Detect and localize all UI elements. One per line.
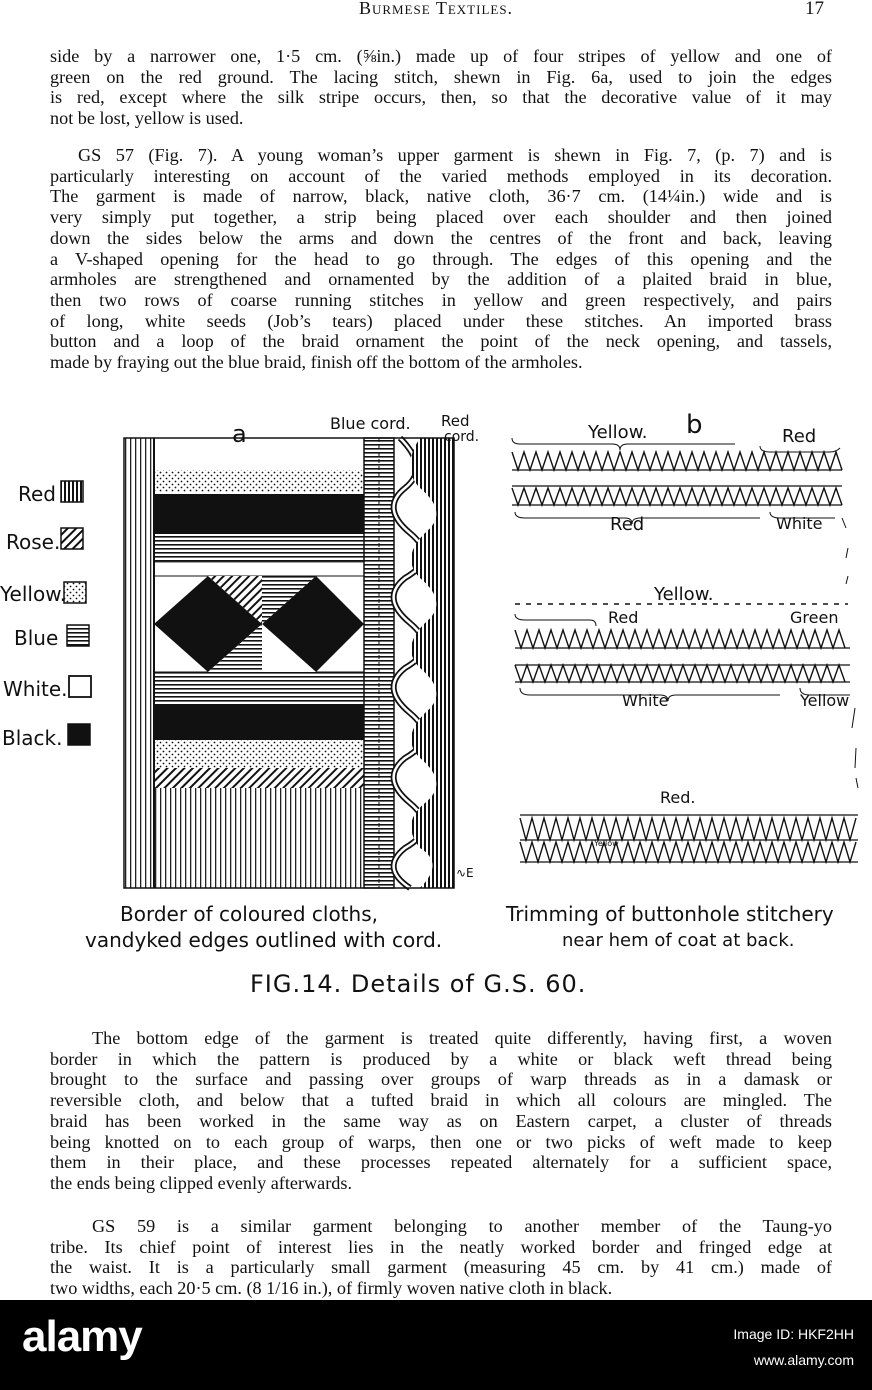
legend-swatch-rose [61, 528, 83, 549]
text-line: green on the red ground. The lacing stitch, shewn in Fig. 6a, used to join the edges [50, 66, 832, 87]
paragraph-gs57 [50, 145, 832, 373]
label-yellow-top: Yellow. [588, 422, 648, 443]
artist-monogram: ∿E [456, 866, 474, 880]
panel-a-caption-line1: Border of coloured cloths, [120, 902, 378, 926]
panel-a-letter: a [232, 420, 247, 448]
text-line: them in their place, and these processes repeated alternately for a sufficient space, [50, 1152, 832, 1173]
panel-b-caption-line2: near hem of coat at back. [562, 930, 795, 951]
text-line: The garment is made of narrow, black, native cloth, 36·7 cm. (14¼in.) wide and is [50, 186, 832, 207]
text-line: a V-shaped opening for the head to go through. The edges of this opening and the [50, 248, 832, 269]
text-line: very simply put together, a strip being placed over each shoulder and then joined [50, 207, 832, 228]
figure-caption: FIG.14. Details of G.S. 60. [250, 970, 587, 998]
text-line: button and a loop of the braid ornament the point of the neck opening, and tassels, [50, 331, 832, 352]
legend-swatch-white [69, 676, 91, 697]
running-header [48, 0, 824, 22]
panel-b-caption-line1: Trimming of buttonhole stitchery [506, 902, 834, 926]
label-red-2: Red [608, 608, 639, 627]
legend-label-yellow: Yellow. [0, 582, 67, 606]
blue-cord-label: Blue cord. [330, 414, 411, 433]
image-id: Image ID: HKF2HH [733, 1326, 854, 1342]
label-white-1: White [776, 514, 823, 533]
page-number: 17 [805, 0, 824, 19]
legend-label-blue: Blue [14, 626, 59, 650]
legend-label-black: Black. [2, 726, 63, 750]
text-line: reversible cloth, and below that a tufted braid in which all colours are mingled. The [50, 1090, 832, 1111]
text-line: of long, white seeds (Job’s tears) placed under these stitches. An imported brass [50, 310, 832, 331]
text-line: border in which the pattern is produced by a white or black weft thread being [50, 1048, 832, 1069]
panel-a-caption-line2: vandyked edges outlined with cord. [85, 928, 443, 952]
legend-label-rose: Rose. [6, 530, 61, 554]
text-line: The bottom edge of the garment is treated quite differently, having first, a woven [92, 1028, 832, 1048]
text-line: particularly interesting on account of the varied methods employed in its decoration. [50, 165, 832, 186]
legend [61, 481, 91, 745]
label-green: Green [790, 608, 839, 627]
red-cord-label-2: cord. [444, 429, 480, 445]
label-red-1: Red [610, 514, 645, 535]
text-line: GS 57 (Fig. 7). A young woman’s upper garment is shewn in Fig. 7, (p. 7) and is [78, 145, 832, 165]
paragraph-bottom-edge [50, 1028, 832, 1194]
text-line: being knotted on to each group of warps, then one or two picks of weft made to keep [50, 1131, 832, 1152]
legend-label-white: White. [3, 677, 68, 701]
label-yellow-small: Yellow [594, 839, 619, 848]
text-line: is red, except where the silk stripe occurs, then, so that the decorative value of it may [50, 87, 832, 108]
red-cord-label: Red [441, 412, 470, 430]
text-line: the ends being clipped evenly afterwards. [50, 1172, 353, 1193]
label-white-2: White [622, 691, 669, 710]
watermark-url: www.alamy.com [753, 1352, 854, 1368]
label-yellow-mid: Yellow. [654, 584, 714, 605]
running-title: Burmese Textiles. [358, 0, 514, 18]
text-line: the waist. It is a particularly small garment (measuring 45 cm. by 41 cm.) made of [50, 1257, 832, 1278]
figure-14 [0, 408, 872, 1008]
alamy-logo: alamy [22, 1312, 142, 1361]
paragraph-gs59 [50, 1216, 832, 1299]
legend-swatch-red [61, 481, 83, 502]
legend-swatch-yellow [64, 582, 86, 603]
paragraph-lacing-stitch [50, 46, 832, 129]
text-line: armholes are strengthened and ornamented by the addition of a plaited braid in blue, [50, 269, 832, 290]
panel-b-letter: b [686, 410, 703, 440]
legend-swatch-black [68, 724, 90, 745]
text-line: two widths, each 20·5 cm. (8 1/16 in.), of firmly woven native cloth in black. [50, 1278, 613, 1299]
label-red-3: Red. [660, 788, 696, 807]
text-line: not be lost, yellow is used. [50, 108, 244, 129]
label-yellow-2: Yellow [800, 691, 850, 710]
text-line: brought to the surface and passing over groups of warp threads as in a damask or [50, 1069, 832, 1090]
text-line: then two rows of coarse running stitches in yellow and green respectively, and pairs [50, 289, 832, 310]
label-red-top: Red [782, 426, 817, 447]
panel-a-drawing [124, 438, 454, 888]
text-line: side by a narrower one, 1·5 cm. (⅝in.) made up of four stripes of yellow and one of [50, 46, 832, 66]
text-line: made by fraying out the blue braid, finish off the bottom of the armholes. [50, 352, 583, 373]
legend-label-red: Red [18, 482, 56, 506]
text-line: braid has been worked in the same way as on Eastern carpet, a cluster of threads [50, 1110, 832, 1131]
legend-swatch-blue [67, 625, 89, 646]
text-line: GS 59 is a similar garment belonging to another member of the Taung-yo [92, 1216, 832, 1236]
text-line: tribe. Its chief point of interest lies in the neatly worked border and fringed edge at [50, 1236, 832, 1257]
text-line: down the sides below the arms and down the centres of the front and back, leaving [50, 227, 832, 248]
